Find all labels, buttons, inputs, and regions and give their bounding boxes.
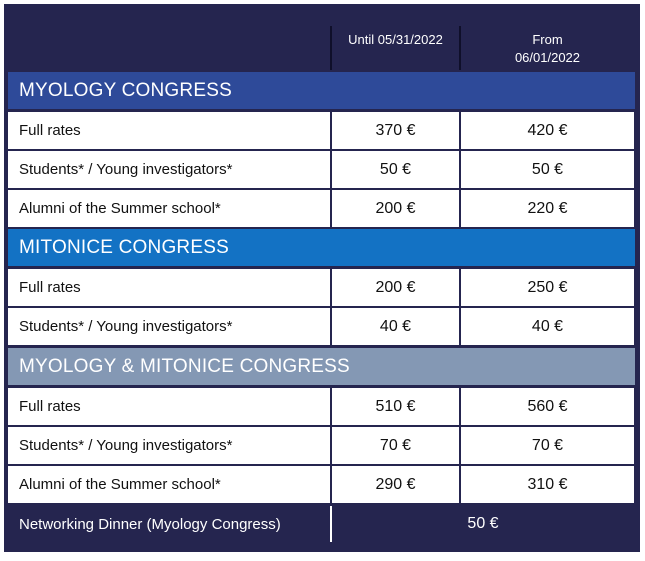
row-from-text: 40 € (531, 317, 564, 335)
header-from-line1: From (532, 32, 563, 47)
row-label-text: Full rates (19, 398, 81, 415)
footer-label (8, 506, 330, 542)
row-until-text: 200 € (375, 278, 416, 296)
row-from (461, 388, 634, 425)
footer-value (332, 506, 634, 542)
header-until-text: Until 05/31/2022 (348, 32, 443, 47)
row-until-text: 290 € (375, 475, 416, 493)
row-from-text: 250 € (527, 278, 568, 296)
header-from (461, 29, 634, 69)
row-label (8, 388, 330, 425)
row-until (332, 388, 459, 425)
row-label (8, 427, 330, 464)
row-until-text: 70 € (379, 436, 412, 454)
footer-label-text: Networking Dinner (Myology Congress) (19, 515, 281, 533)
row-until (332, 112, 459, 149)
section-myology-title-text: MYOLOGY CONGRESS (19, 79, 232, 101)
header-from-line2: 06/01/2022 (514, 50, 581, 65)
row-until-text: 40 € (379, 317, 412, 335)
row-from (461, 112, 634, 149)
footer-value-text: 50 € (467, 515, 499, 532)
row-from-text: 310 € (527, 475, 568, 493)
row-label-text: Students* / Young investigators* (19, 318, 233, 335)
row-label (8, 269, 330, 306)
row-label (8, 190, 330, 227)
row-until (332, 466, 459, 503)
row-label-text: Alumni of the Summer school* (19, 200, 221, 217)
section-combined-title (8, 348, 635, 385)
row-from (461, 269, 634, 306)
row-from (461, 466, 634, 503)
row-until-text: 510 € (375, 397, 416, 415)
header-until (332, 26, 459, 54)
row-label (8, 466, 330, 503)
row-from-text: 70 € (531, 436, 564, 454)
row-label-text: Students* / Young investigators* (19, 437, 233, 454)
row-label-text: Full rates (19, 279, 81, 296)
row-until-text: 50 € (379, 160, 412, 178)
row-label (8, 151, 330, 188)
row-from-text: 50 € (531, 160, 564, 178)
section-mitonice-title-text: MITONICE CONGRESS (19, 236, 229, 258)
row-label-text: Full rates (19, 122, 81, 139)
row-until-text: 200 € (375, 199, 416, 217)
row-from (461, 190, 634, 227)
row-label (8, 308, 330, 345)
row-from-text: 560 € (527, 397, 568, 415)
row-from-text: 220 € (527, 199, 568, 217)
row-label-text: Students* / Young investigators* (19, 161, 233, 178)
row-from (461, 308, 634, 345)
row-from (461, 427, 634, 464)
row-until (332, 190, 459, 227)
row-from (461, 151, 634, 188)
row-until (332, 308, 459, 345)
row-until-text: 370 € (375, 121, 416, 139)
row-label (8, 112, 330, 149)
section-mitonice-title (8, 229, 635, 266)
row-until (332, 269, 459, 306)
section-combined-title-text: MYOLOGY & MITONICE CONGRESS (19, 355, 350, 377)
row-until (332, 427, 459, 464)
section-myology-title (8, 72, 635, 109)
row-from-text: 420 € (527, 121, 568, 139)
row-label-text: Alumni of the Summer school* (19, 476, 221, 493)
row-until (332, 151, 459, 188)
